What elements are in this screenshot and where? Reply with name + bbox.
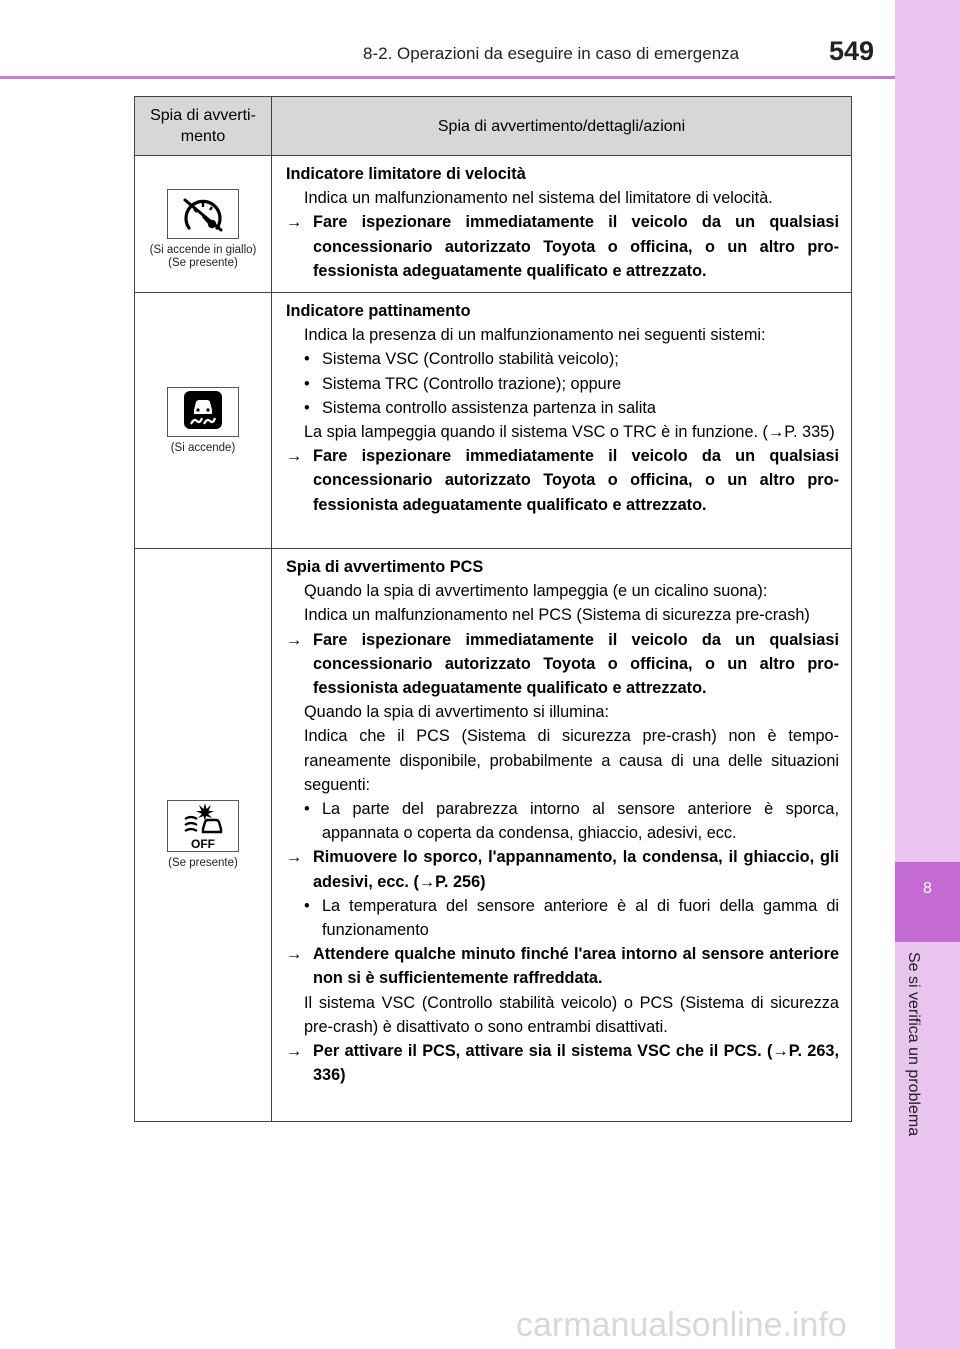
page-number: 549 [829,36,875,66]
row-description: Indica la presenza di un malfunzionamento nei seguenti sistemi: [304,326,766,345]
pcs-off-icon [167,800,239,852]
action-item: → Per attivare il PCS, attivare sia il sistema VSC che il PCS. (→P. 263, 336) [286,1042,839,1085]
list-item: • Sistema VSC (Controllo stabilità veicolo); [304,350,619,369]
row-paragraph: Quando la spia di avvertimento si illumina: [304,703,609,722]
column-header-details: Spia di avvertimento/dettagli/azioni [272,97,852,156]
list-item: • La parte del parabrezza intorno al sensore anteriore è sporca, appannata o coperta da condensa, ghiaccio, adesivi, ecc. [304,800,839,843]
details-cell [272,549,852,1122]
icon-caption: (Si accende in giallo) [149,243,257,256]
pcs-off-label: OFF [191,837,215,852]
column-header-icon-text: Spia di avverti-mento [150,107,256,145]
header-divider [0,76,895,79]
row-paragraph: Il sistema VSC (Controllo stabilità veicolo) o PCS (Sistema di sicurezza pre-crash) è disattivato o sono entrambi disattivati. [304,993,839,1036]
chapter-side-tab [895,0,960,1349]
warning-lights-table [134,96,852,1122]
table-row [135,156,852,293]
row-title: Indicatore pattinamento [286,302,471,321]
row-note: La spia lampeggia quando il sistema VSC o TRC è in funzione. (→P. 335) [304,423,835,442]
icon-cell [135,293,272,549]
details-cell [272,293,852,549]
slip-indicator-icon [167,387,239,437]
table-row [135,549,852,1122]
chapter-number: 8 [923,880,932,897]
row-description: Indica un malfunzionamento nel sistema del limitatore di velocità. [304,189,773,208]
table-header-row [135,97,852,156]
details-cell [272,156,852,293]
list-item: • Sistema controllo assistenza partenza in salita [304,398,656,417]
watermark: carmanualsonline.info [516,1306,847,1344]
column-header-icon [135,97,272,156]
row-paragraph: Indica un malfunzionamento nel PCS (Sistema di sicurezza pre-crash) [304,606,810,625]
table-row [135,293,852,549]
chapter-title: Se si verifica un problema [905,952,922,1137]
icon-cell [135,549,272,1122]
action-item: → Fare ispezionare immediatamente il veicolo da un qualsiasi concessionario autorizzato Toyota o officina, o un altro pro-fessionista adeguatamente qualificato e attrezzato. [286,447,839,514]
action-item: → Attendere qualche minuto finché l'area intorno al sensore anteriore non si è sufficientemente raffreddata. [286,945,839,988]
list-item: • Sistema TRC (Controllo trazione); oppure [304,374,622,393]
icon-caption: (Se presente) [168,256,238,269]
speed-limiter-icon [167,189,239,239]
row-paragraph: Quando la spia di avvertimento lampeggia (e un cicalino suona): [304,582,768,601]
action-item: → Rimuovere lo sporco, l'appannamento, la condensa, il ghiaccio, gli adesivi, ecc. (→P. 256) [286,848,839,891]
row-paragraph: Indica che il PCS (Sistema di sicurezza pre-crash) non è tempo-raneamente disponibile, probabilmente a causa di una delle situazioni seguenti: [304,727,839,794]
row-title: Indicatore limitatore di velocità [286,165,526,183]
action-item: → Fare ispezionare immediatamente il veicolo da un qualsiasi concessionario autorizzato Toyota o officina, o un altro pro-fessionista adeguatamente qualificato e attrezzato. [286,213,839,280]
list-item: • La temperatura del sensore anteriore è al di fuori della gamma di funzionamento [304,896,839,940]
chapter-number-tab [895,862,960,942]
icon-cell [135,156,272,293]
section-title: 8-2. Operazioni da eseguire in caso di emergenza [363,44,740,63]
row-title: Spia di avvertimento PCS [286,558,484,577]
icon-caption: (Si accende) [170,441,236,454]
action-item: → Fare ispezionare immediatamente il veicolo da un qualsiasi concessionario autorizzato Toyota o officina, o un altro pro-fessionista adeguatamente qualificato e attrezzato. [286,630,839,698]
icon-caption: (Se presente) [168,857,238,870]
